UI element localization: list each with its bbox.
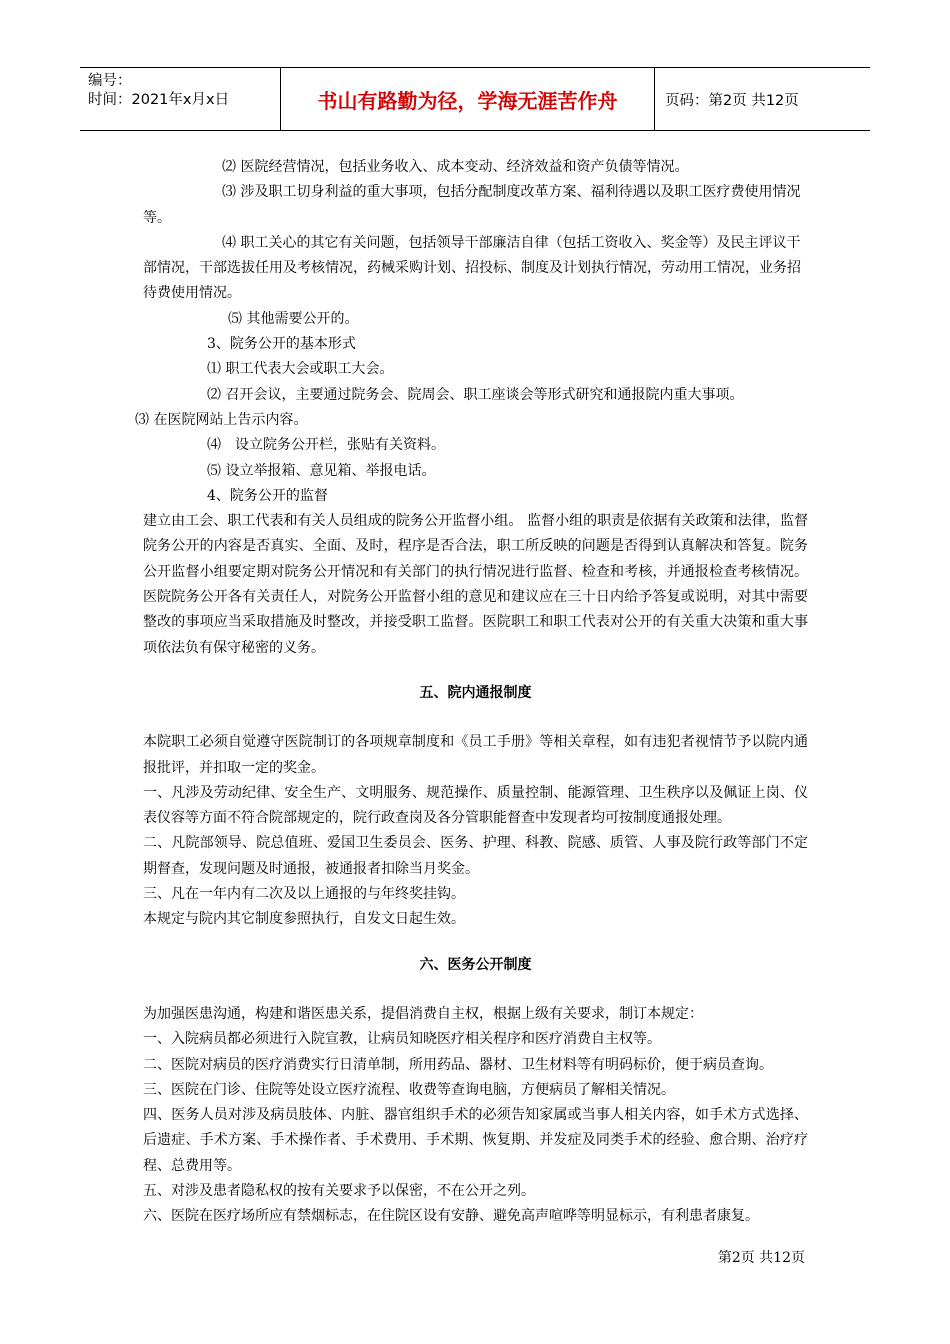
paragraph: 本规定与院内其它制度参照执行，自发文日起生效。 bbox=[143, 911, 465, 928]
section-heading: 五、院内通报制度 bbox=[419, 684, 532, 701]
paragraph: 4、院务公开的监督 bbox=[207, 487, 328, 504]
paragraph: ⑷ 设立院务公开栏，张贴有关资料。 bbox=[207, 437, 445, 454]
paragraph: ⑶ 涉及职工切身利益的重大事项，包括分配制度改革方案、福利待遇以及职工医疗费使用情况等。 bbox=[143, 184, 801, 226]
paragraph: 六、医院在医疗场所应有禁烟标志，在住院区设有安静、避免高声喧哗等明显标示，有利患者康复。 bbox=[143, 1208, 759, 1225]
paragraph: ⑶ 在医院网站上告示内容。 bbox=[135, 411, 308, 428]
header-page-label: 页码：第2页 共12页 bbox=[665, 92, 799, 109]
section-heading: 六、医务公开制度 bbox=[419, 956, 532, 973]
paragraph: 本院职工必须自觉遵守医院制订的各项规章制度和《员工手册》等相关章程，如有违犯者视情节予以院内通报批评，并扣取一定的奖金。 bbox=[143, 734, 808, 776]
document-body bbox=[135, 155, 808, 1230]
paragraph: 五、对涉及患者隐私权的按有关要求予以保密，不在公开之列。 bbox=[143, 1182, 535, 1199]
paragraph: 一、凡涉及劳动纪律、安全生产、文明服务、规范操作、质量控制、能源管理、卫生秩序以及佩证上岗、仪表仪容等方面不符合院部规定的，院行政查岗及各分管职能督查中发现者均可按制度通报处理。 bbox=[143, 784, 808, 827]
time-label: 时间：2021年x月x日 bbox=[88, 92, 230, 108]
paragraph: 建立由工会、职工代表和有关人员组成的院务公开监督小组。 监督小组的职责是依据有关政策和法律，监督院务公开的内容是否真实、全面、及时，程序是否合法，职工所反映的问题是否得到认真解决和答复。院务公开监督小组要定期对院务公开情况和有关部门的执行情况进行监督、检查和考核，并通报检查考核情况。医院院务公开各有关责任人，对院务公开监督小组的意见和建议应在三十日内给予答复或说明，对其中需要整改的事项应当采取措施及时整改，并接受职工监督。医院职工和职工代表对公开的有关重大决策和重大事项依法负有保守秘密的义务。 bbox=[143, 513, 808, 656]
paragraph: 一、入院病员都必须进行入院宣教，让病员知晓医疗相关程序和医疗消费自主权等。 bbox=[143, 1031, 661, 1048]
number-label: 编号： bbox=[88, 73, 132, 89]
paragraph: ⑸ 设立举报箱、意见箱、举报电话。 bbox=[207, 462, 436, 479]
paragraph: 三、凡在一年内有二次及以上通报的与年终奖挂钩。 bbox=[143, 886, 465, 903]
header-motto: 书山有路勤为径，学海无涯苦作舟 bbox=[281, 68, 655, 130]
paragraph: ⑵ 召开会议，主要通过院务会、院周会、职工座谈会等形式研究和通报院内重大事项。 bbox=[207, 386, 744, 403]
paragraph: 四、医务人员对涉及病员肢体、内脏、器官组织手术的必须告知家属或当事人相关内容，如手术方式选择、后遗症、手术方案、手术操作者、手术费用、手术期、恢复期、并发症及同类手术的经验、愈合期、治疗疗程、总费用等。 bbox=[143, 1107, 808, 1174]
paragraph: 二、医院对病员的医疗消费实行日清单制，所用药品、器材、卫生材料等有明码标价，便于病员查询。 bbox=[143, 1056, 773, 1073]
paragraph: ⑸ 其他需要公开的。 bbox=[228, 310, 359, 327]
paragraph: ⑵ 医院经营情况，包括业务收入、成本变动、经济效益和资产负债等情况。 bbox=[222, 159, 689, 175]
paragraph: 二、凡院部领导、院总值班、爱国卫生委员会、医务、护理、科教、院感、质管、人事及院行政等部门不定期督查，发现问题及时通报，被通报者扣除当月奖金。 bbox=[143, 835, 808, 877]
paragraph: 为加强医患沟通，构建和谐医患关系，提倡消费自主权，根据上级有关要求，制订本规定： bbox=[143, 1005, 703, 1022]
page-header bbox=[80, 67, 870, 131]
page-footer: 第2页 共12页 bbox=[717, 1250, 805, 1266]
paragraph: 3、院务公开的基本形式 bbox=[207, 336, 356, 353]
paragraph: 三、医院在门诊、住院等处设立医疗流程、收费等查询电脑，方便病员了解相关情况。 bbox=[143, 1081, 675, 1098]
header-meta bbox=[80, 68, 281, 130]
paragraph: ⑴ 职工代表大会或职工大会。 bbox=[207, 361, 394, 378]
paragraph: ⑷ 职工关心的其它有关问题，包括领导干部廉洁自律（包括工资收入、奖金等）及民主评议干部情况，干部选拔任用及考核情况，药械采购计划、招投标、制度及计划执行情况，劳动用工情况，业务招待费使用情况。 bbox=[143, 234, 801, 302]
